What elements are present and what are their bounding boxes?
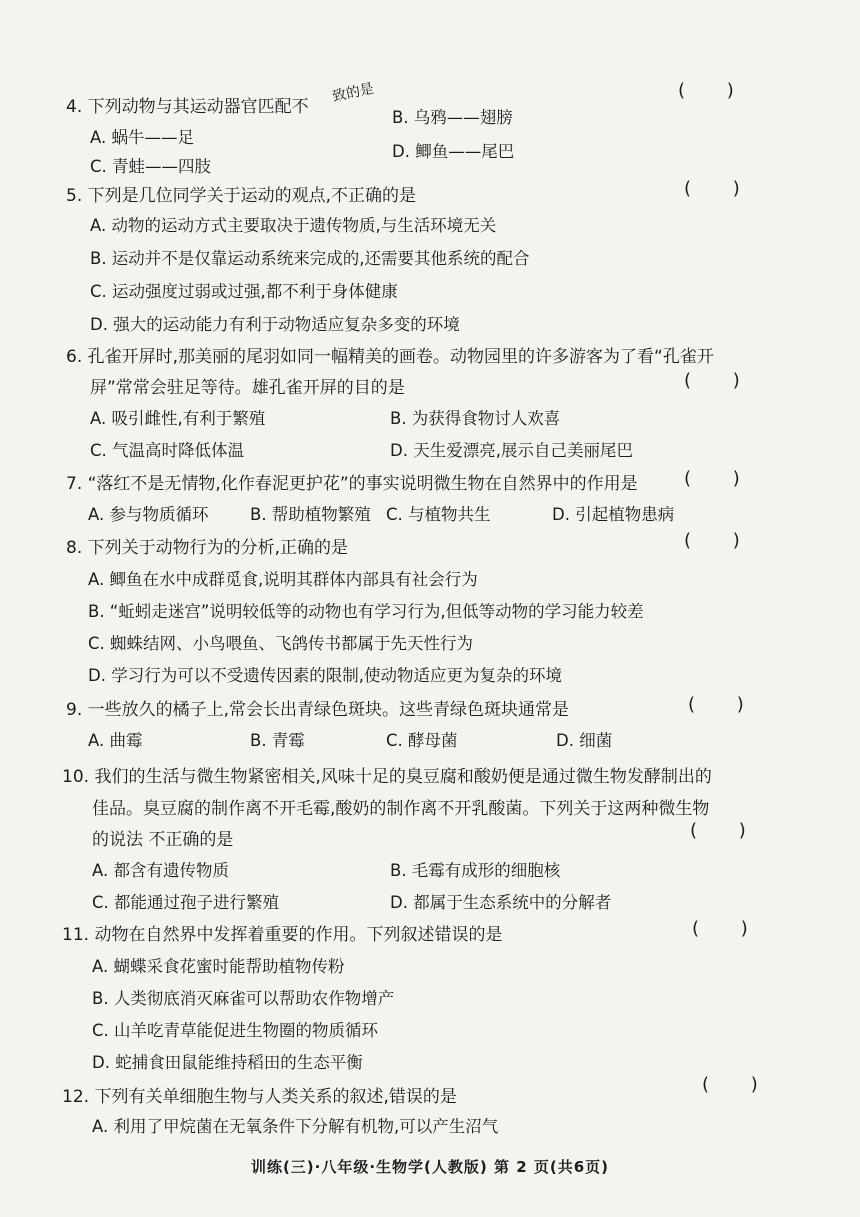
q9-option-d: D. 细菌 [556, 731, 613, 750]
q8-option-a: A. 鲫鱼在水中成群觅食,说明其群体内部具有社会行为 [88, 570, 478, 589]
q7-option-a: A. 参与物质循环 [88, 505, 209, 524]
question-10-stem-line3: 的说法 不正确的是 [92, 830, 234, 850]
answer-paren-7: ( ) [684, 468, 758, 489]
q10-option-d: D. 都属于生态系统中的分解者 [390, 893, 612, 912]
q7-option-d: D. 引起植物患病 [552, 505, 675, 524]
question-8-stem: 8. 下列关于动物行为的分析,正确的是 [66, 538, 349, 558]
q9-option-b: B. 青霉 [250, 731, 305, 750]
q9-option-c: C. 酵母菌 [386, 731, 458, 750]
q10-option-a: A. 都含有遗传物质 [92, 861, 229, 880]
q7-option-c: C. 与植物共生 [386, 505, 491, 524]
answer-paren-10: ( ) [690, 820, 764, 841]
q5-option-a: A. 动物的运动方式主要取决于遗传物质,与生活环境无关 [90, 216, 497, 235]
answer-paren-4: ( ) [678, 80, 752, 101]
answer-paren-9: ( ) [688, 694, 762, 715]
answer-paren-6: ( ) [684, 370, 758, 391]
answer-paren-8: ( ) [684, 530, 758, 551]
question-10-stem-line1: 10. 我们的生活与微生物紧密相关,风味十足的臭豆腐和酸奶便是通过微生物发酵制出的 [62, 767, 712, 787]
q6-option-a: A. 吸引雌性,有利于繁殖 [90, 409, 266, 428]
q11-option-a: A. 蝴蝶采食花蜜时能帮助植物传粉 [92, 957, 345, 976]
q4-option-d: D. 鲫鱼——尾巴 [392, 142, 515, 161]
q8-option-d: D. 学习行为可以不受遗传因素的限制,使动物适应更为复杂的环境 [88, 666, 562, 685]
q10-option-b: B. 毛霉有成形的细胞核 [390, 861, 561, 880]
question-5-stem: 5. 下列是几位同学关于运动的观点,不正确的是 [66, 186, 417, 206]
q11-option-c: C. 山羊吃青草能促进生物圈的物质循环 [92, 1021, 379, 1040]
q8-option-b: B. “蚯蚓走迷宫”说明较低等的动物也有学习行为,但低等动物的学习能力较差 [88, 602, 644, 621]
q12-option-a: A. 利用了甲烷菌在无氧条件下分解有机物,可以产生沼气 [92, 1117, 499, 1136]
q5-option-b: B. 运动并不是仅靠运动系统来完成的,还需要其他系统的配合 [90, 249, 530, 268]
answer-paren-12: ( ) [702, 1074, 776, 1095]
q6-option-b: B. 为获得食物讨人欢喜 [390, 409, 561, 428]
q5-option-d: D. 强大的运动能力有利于动物适应复杂多变的环境 [90, 315, 460, 334]
question-10-stem-line2: 佳品。臭豆腐的制作离不开毛霉,酸奶的制作离不开乳酸菌。下列关于这两种微生物 [92, 799, 710, 819]
q6-option-c: C. 气温高时降低体温 [90, 441, 245, 460]
page-footer: 训练(三)·八年级·生物学(人教版) 第 2 页(共6页) [250, 1158, 610, 1176]
q4-option-c: C. 青蛙——四肢 [90, 157, 212, 176]
q7-option-b: B. 帮助植物繁殖 [250, 505, 371, 524]
question-4-stem-text: 4. 下列动物与其运动器官匹配不 [66, 97, 309, 117]
answer-paren-5: ( ) [684, 178, 758, 199]
question-9-stem: 9. 一些放久的橘子上,常会长出青绿色斑块。这些青绿色斑块通常是 [66, 700, 570, 720]
q11-option-d: D. 蛇捕食田鼠能维持稻田的生态平衡 [92, 1053, 363, 1072]
question-7-stem: 7. “落红不是无情物,化作春泥更护花”的事实说明微生物在自然界中的作用是 [66, 474, 638, 494]
question-12-stem: 12. 下列有关单细胞生物与人类关系的叙述,错误的是 [62, 1087, 457, 1107]
q10-option-c: C. 都能通过孢子进行繁殖 [92, 893, 280, 912]
question-4-stem-handwritten: 致的是 [331, 80, 376, 106]
q4-option-a: A. 蜗牛——足 [90, 128, 194, 147]
q6-option-d: D. 天生爱漂亮,展示自己美丽尾巴 [390, 441, 633, 460]
question-11-stem: 11. 动物在自然界中发挥着重要的作用。下列叙述错误的是 [62, 925, 503, 945]
answer-paren-11: ( ) [692, 918, 766, 939]
q11-option-b: B. 人类彻底消灭麻雀可以帮助农作物增产 [92, 989, 395, 1008]
question-6-stem-line1: 6. 孔雀开屏时,那美丽的尾羽如同一幅精美的画卷。动物园里的许多游客为了看“孔雀开 [66, 347, 714, 367]
q4-option-b: B. 乌鸦——翅膀 [392, 108, 513, 127]
question-4-stem [66, 92, 309, 117]
q5-option-c: C. 运动强度过弱或过强,都不利于身体健康 [90, 282, 398, 301]
question-6-stem-line2: 屏”常常会驻足等待。雄孔雀开屏的目的是 [90, 378, 405, 398]
q8-option-c: C. 蜘蛛结网、小鸟喂鱼、飞鸽传书都属于先天性行为 [88, 634, 474, 653]
q9-option-a: A. 曲霉 [88, 731, 143, 750]
